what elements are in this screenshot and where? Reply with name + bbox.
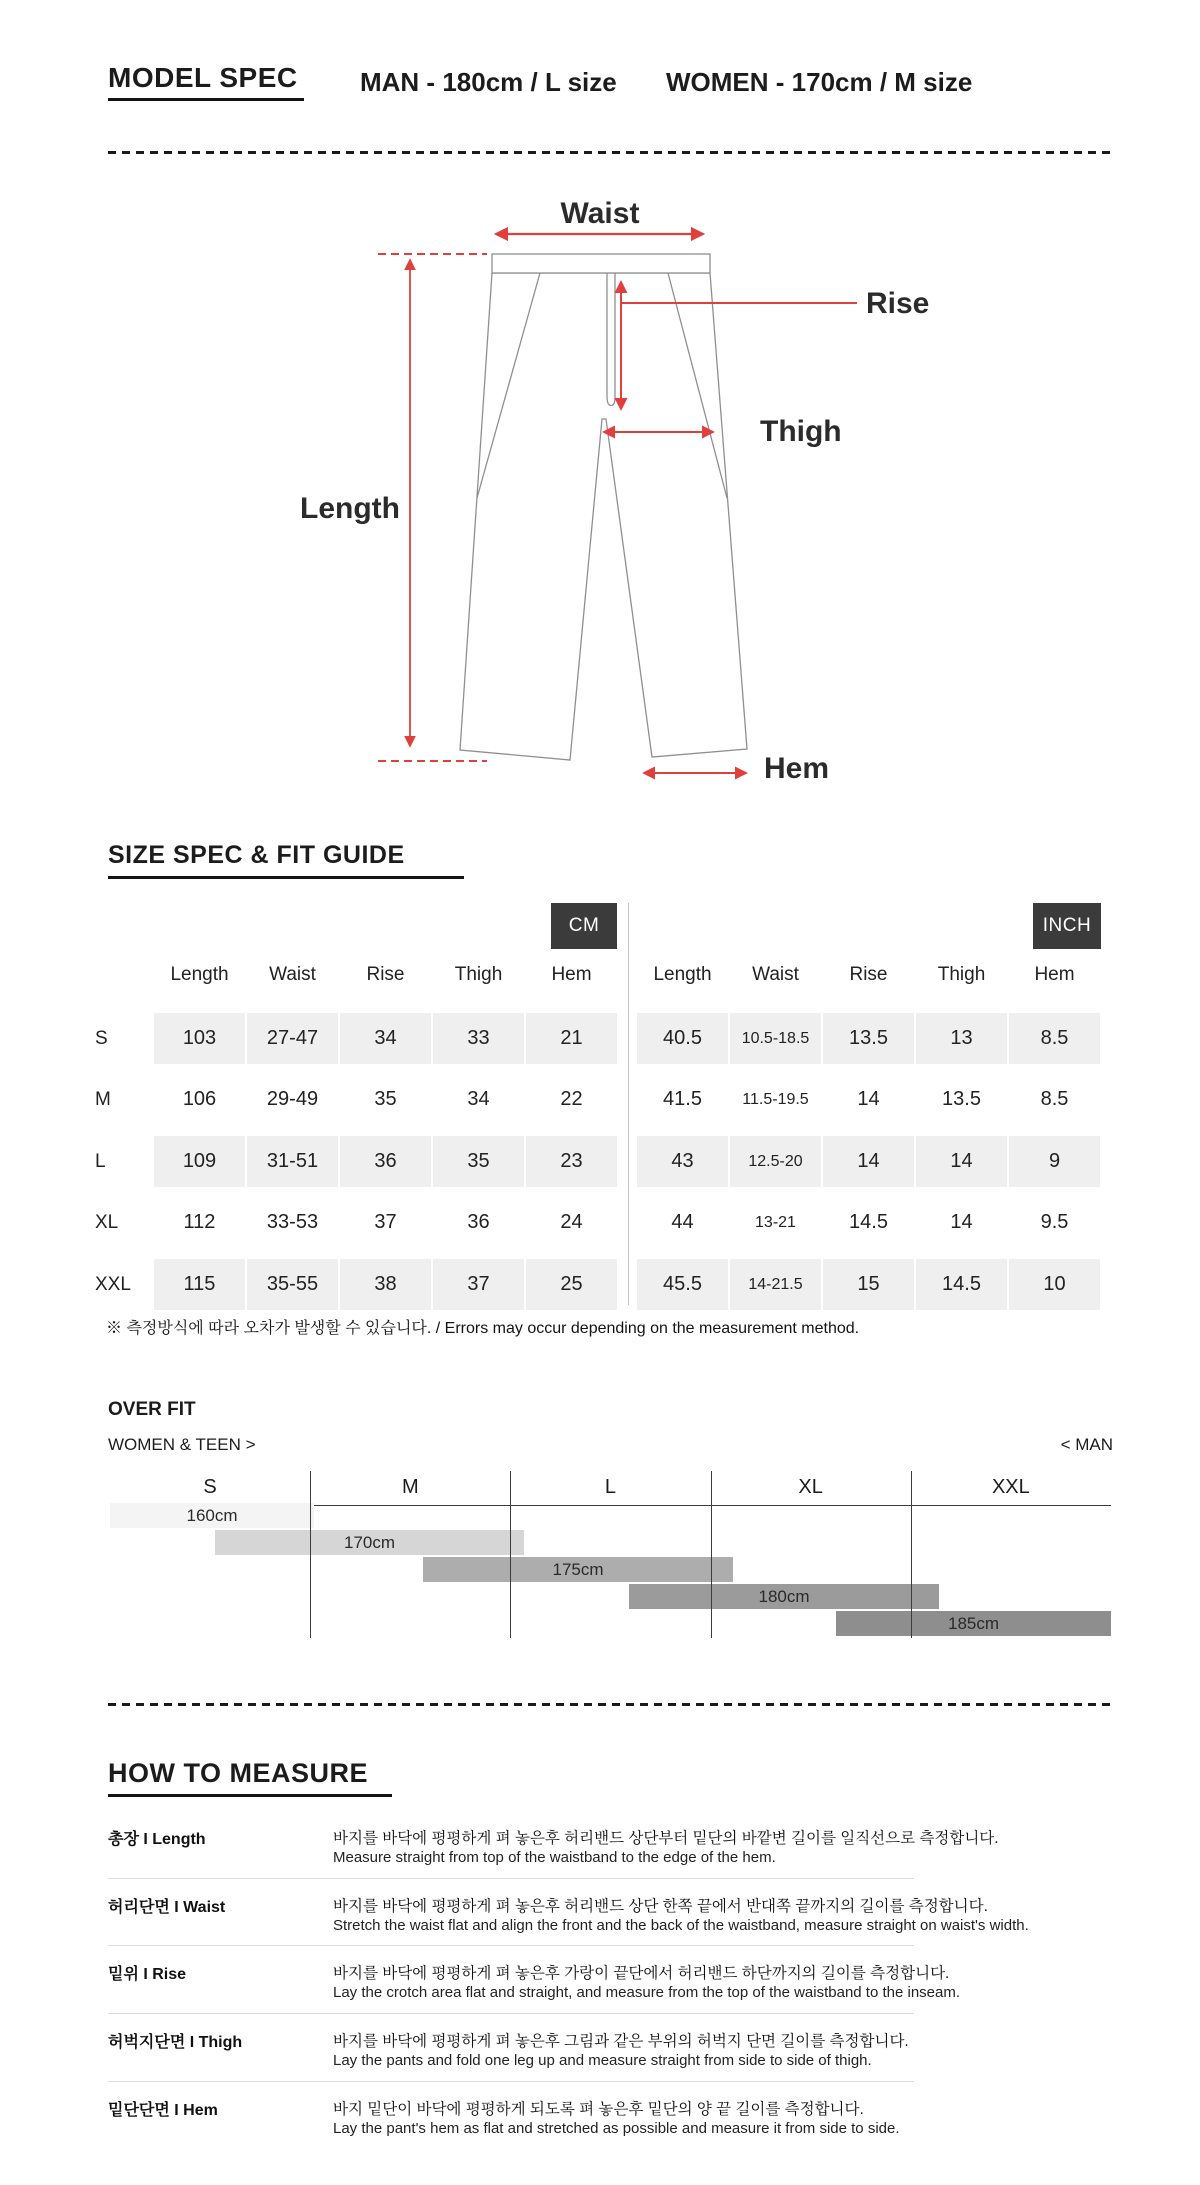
hem-label: Hem [764, 752, 830, 785]
fit-height-bar: 180cm [629, 1584, 939, 1609]
spec-table-row [95, 1136, 619, 1187]
spec-cell: 35-55 [247, 1259, 338, 1310]
inch-unit-badge: INCH [1033, 903, 1101, 949]
measure-row-label: 총장 I Length [108, 1831, 206, 1848]
spec-table-row [637, 1136, 1102, 1187]
measure-row-label: 밑위 I Rise [108, 1966, 187, 1983]
spec-cell: 15 [823, 1259, 914, 1310]
cm-unit-badge: CM [551, 903, 617, 949]
spec-table-row [95, 1013, 619, 1064]
pants-outline [460, 254, 747, 760]
spec-cell: 35 [374, 1088, 397, 1111]
spec-column-header: Thigh [454, 964, 503, 985]
model-spec-man: MAN - 180cm / L size [360, 67, 617, 97]
measurement-note: ※ 측정방식에 따라 오차가 발생할 수 있습니다. / Errors may occur depending on the measurement method. [106, 1320, 860, 1337]
spec-table-row [95, 1259, 619, 1310]
measure-row-korean: 바지를 바닥에 평평하게 펴 놓은후 허리밴드 상단부터 밑단의 바깥변 길이를 일직선으로 측정합니다. [333, 1830, 999, 1847]
spec-cell: 43 [637, 1136, 728, 1187]
spec-cell: 45.5 [637, 1259, 728, 1310]
spec-cell: 14 [916, 1136, 1007, 1187]
measure-row-separator [108, 2013, 914, 2014]
spec-cell: 10.5-18.5 [730, 1013, 821, 1064]
measure-row-korean: 바지 밑단이 바닥에 평평하게 되도록 펴 놓은후 밑단의 양 끝 길이를 측정합니다. [333, 2101, 864, 2118]
spec-column-header: Hem [1034, 964, 1075, 985]
spec-column-header: Length [653, 964, 712, 985]
size-spec-underline [108, 876, 464, 879]
spec-header-row [95, 955, 619, 995]
spec-header-spacer [95, 955, 154, 995]
spec-table-row [637, 1197, 1102, 1248]
spec-column-header: Thigh [937, 964, 986, 985]
how-to-measure-title: HOW TO MEASURE [108, 1758, 369, 1788]
spec-cell: 14-21.5 [730, 1259, 821, 1310]
fit-man-label: < MAN [1060, 1435, 1113, 1454]
length-label: Length [300, 492, 400, 525]
cm-size-table [95, 955, 625, 1325]
fit-column-divider [711, 1471, 712, 1638]
fit-women-teen-label: WOMEN & TEEN > [108, 1435, 256, 1454]
spec-cell: 35 [433, 1136, 524, 1187]
spec-cell: 29-49 [266, 1088, 319, 1111]
table-vertical-divider [628, 903, 629, 1305]
spec-cell: 14 [950, 1211, 973, 1234]
fit-column-divider [510, 1471, 511, 1638]
spec-cell: 115 [154, 1259, 245, 1310]
measure-row-english: Lay the pant's hem as flat and stretched as possible and measure it from side to side. [333, 2120, 900, 2137]
spec-cell: 33-53 [266, 1211, 319, 1234]
spec-cell: 109 [154, 1136, 245, 1187]
pants-measure-diagram [0, 130, 1200, 810]
spec-cell: 38 [340, 1259, 431, 1310]
measure-row-label: 허벅지단면 I Thigh [108, 2034, 243, 2051]
spec-cell: 40.5 [637, 1013, 728, 1064]
spec-cell: 11.5-19.5 [742, 1091, 809, 1109]
spec-cell: 9 [1009, 1136, 1100, 1187]
spec-column-header: Rise [366, 964, 405, 985]
measure-row-english: Lay the pants and fold one leg up and measure straight from side to side of thigh. [333, 2052, 872, 2069]
spec-column-header: Rise [849, 964, 888, 985]
spec-cell: 13 [916, 1013, 1007, 1064]
spec-size-label: XXL [95, 1273, 131, 1295]
spec-cell: 106 [182, 1088, 217, 1111]
rise-label: Rise [866, 287, 930, 320]
spec-cell: 34 [340, 1013, 431, 1064]
pants-waistband [492, 254, 710, 273]
spec-cell: 112 [183, 1211, 216, 1234]
spec-cell: 103 [154, 1013, 245, 1064]
spec-cell: 21 [526, 1013, 617, 1064]
inch-size-table [637, 955, 1107, 1325]
spec-cell: 9.5 [1040, 1211, 1069, 1234]
spec-table-row [637, 1074, 1102, 1125]
fit-column-divider [310, 1471, 311, 1638]
spec-cell: 14 [857, 1088, 880, 1111]
spec-cell: 33 [433, 1013, 524, 1064]
fit-size-header: S [203, 1476, 217, 1498]
model-spec-underline [108, 98, 304, 101]
spec-column-header: Waist [752, 964, 799, 985]
spec-cell: 36 [467, 1211, 490, 1234]
spec-cell: 8.5 [1009, 1013, 1100, 1064]
fit-size-header: XXL [991, 1476, 1030, 1498]
spec-cell: 36 [340, 1136, 431, 1187]
how-to-measure-underline [108, 1794, 392, 1797]
waist-label: Waist [560, 197, 640, 230]
spec-column-header: Waist [269, 964, 316, 985]
spec-cell: 41.5 [663, 1088, 702, 1111]
spec-size-label: S [95, 1028, 108, 1049]
spec-header-row [637, 955, 1102, 995]
spec-size-label: L [95, 1150, 106, 1172]
spec-size-label: XL [95, 1212, 119, 1234]
spec-cell: 14.5 [916, 1259, 1007, 1310]
spec-cell: 37 [374, 1211, 397, 1234]
bottom-dashed-divider [108, 1703, 1112, 1706]
fit-column-divider [911, 1471, 912, 1638]
fit-size-header: M [401, 1476, 419, 1498]
measure-row-english: Measure straight from top of the waistband to the edge of the hem. [333, 1849, 776, 1866]
spec-cell: 13-21 [755, 1214, 796, 1232]
spec-cell: 27-47 [247, 1013, 338, 1064]
spec-cell: 44 [671, 1211, 694, 1234]
spec-cell: 13.5 [942, 1088, 981, 1111]
spec-cell: 37 [433, 1259, 524, 1310]
spec-cell: 23 [526, 1136, 617, 1187]
measure-row-korean: 바지를 바닥에 평평하게 펴 놓은후 허리밴드 상단 한쪽 끝에서 반대쪽 끝까지의 길이를 측정합니다. [333, 1898, 988, 1915]
measure-row-korean: 바지를 바닥에 평평하게 펴 놓은후 그림과 같은 부위의 허벅지 단면 길이를 측정합니다. [333, 2033, 909, 2050]
measure-row-english: Lay the crotch area flat and straight, and measure from the top of the waistband to the inseam. [333, 1984, 961, 2001]
size-spec-title: SIZE SPEC & FIT GUIDE [108, 841, 405, 869]
spec-table-row [637, 1013, 1102, 1064]
fit-size-header: L [604, 1476, 617, 1498]
model-spec-women: WOMEN - 170cm / M size [666, 67, 973, 97]
spec-cell: 8.5 [1040, 1088, 1069, 1111]
spec-table-row [637, 1259, 1102, 1310]
spec-cell: 12.5-20 [730, 1136, 821, 1187]
measure-row-label: 밑단단면 I Hem [108, 2102, 218, 2119]
spec-column-header: Length [170, 964, 229, 985]
measure-row-korean: 바지를 바닥에 평평하게 펴 놓은후 가랑이 끝단에서 허리밴드 하단까지의 길이를 측정합니다. [333, 1965, 950, 1982]
spec-cell: 14.5 [849, 1211, 888, 1234]
model-spec-title: MODEL SPEC [108, 62, 298, 93]
spec-table-row [95, 1074, 619, 1125]
fit-height-bar: 170cm [215, 1530, 524, 1555]
fit-height-bar: 175cm [423, 1557, 733, 1582]
thigh-label: Thigh [760, 415, 842, 448]
spec-size-label: M [95, 1089, 111, 1111]
measure-row-separator [108, 1945, 914, 1946]
spec-cell: 25 [526, 1259, 617, 1310]
fit-height-bar: 160cm [110, 1503, 314, 1528]
measure-row-label: 허리단면 I Waist [108, 1899, 226, 1916]
fit-size-header: XL [798, 1476, 823, 1498]
fit-height-bar: 185cm [836, 1611, 1111, 1636]
spec-column-header: Hem [551, 964, 592, 985]
spec-cell: 24 [560, 1211, 583, 1234]
spec-cell: 13.5 [823, 1013, 914, 1064]
spec-cell: 34 [467, 1088, 490, 1111]
measure-row-separator [108, 1878, 914, 1879]
spec-cell: 31-51 [247, 1136, 338, 1187]
fit-size-header-row [110, 1466, 1111, 1506]
measure-row-separator [108, 2081, 914, 2082]
spec-cell: 10 [1009, 1259, 1100, 1310]
spec-cell: 22 [560, 1088, 583, 1111]
spec-cell: 14 [823, 1136, 914, 1187]
spec-table-row [95, 1197, 619, 1248]
measure-row-english: Stretch the waist flat and align the front and the back of the waistband, measure straight on waist's width. [333, 1917, 1029, 1934]
over-fit-title: OVER FIT [108, 1399, 196, 1420]
